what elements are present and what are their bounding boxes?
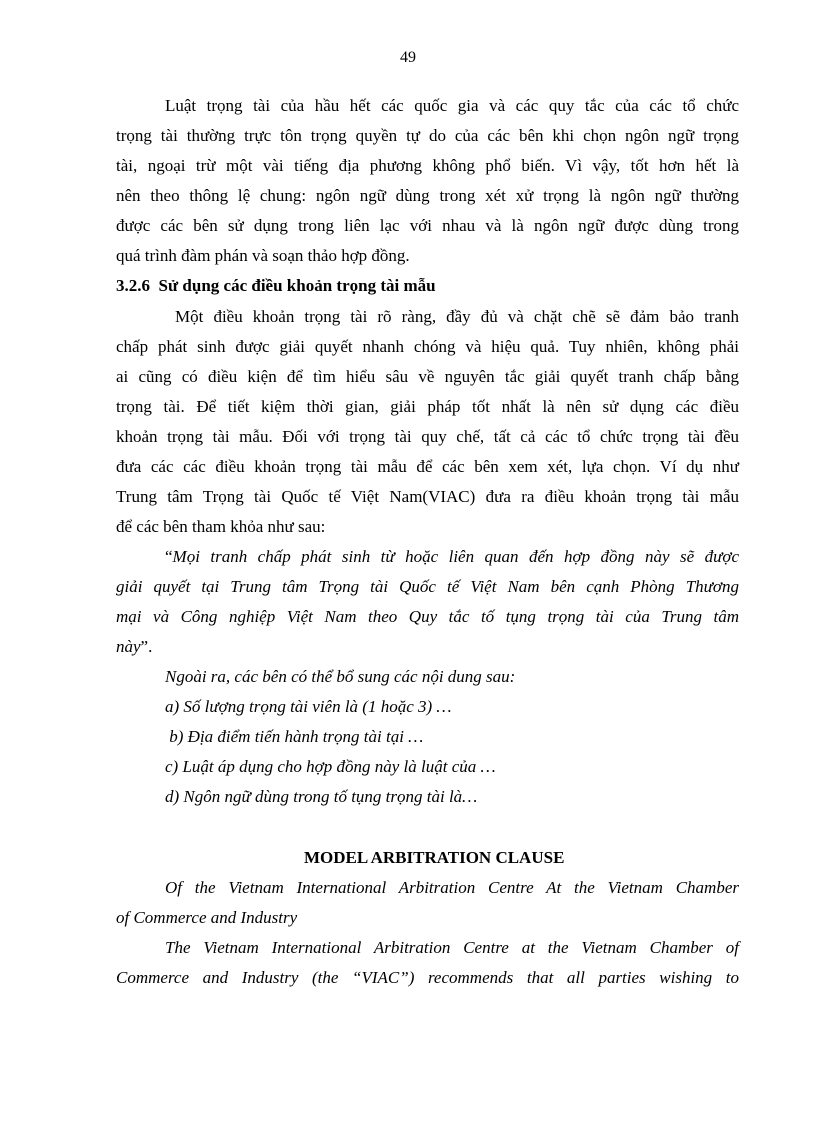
- option-a: a) Số lượng trọng tài viên là (1 hoặc 3) …: [165, 697, 452, 716]
- paragraph1-line-4: nên theo thông lệ chung: ngôn ngữ dùng trong xét xử trọng là ngôn ngữ thường: [116, 186, 739, 205]
- option-b: b) Địa điểm tiến hành trọng tài tại …: [165, 727, 424, 746]
- quote-text-4: này: [116, 637, 141, 656]
- option-d: d) Ngôn ngữ dùng trong tố tụng trọng tài là…: [165, 787, 478, 806]
- quote-text-1: Mọi tranh chấp phát sinh từ hoặc liên quan đến hợp đồng này sẽ được: [172, 547, 739, 566]
- paragraph1-line-1: Luật trọng tài của hầu hết các quốc gia và các quy tắc của các tổ chức: [165, 96, 739, 115]
- english-subtitle-line-2: of Commerce and Industry: [116, 908, 298, 927]
- paragraph2-line-5: khoản trọng tài mẫu. Đối với trọng tài quy chế, tất cả các tổ chức trọng tài đều: [116, 427, 739, 446]
- paragraph2-line-3: ai cũng có điều kiện để tìm hiểu sâu về nguyên tắc giải quyết tranh chấp bằng: [116, 367, 739, 386]
- english-title: MODEL ARBITRATION CLAUSE: [304, 848, 565, 867]
- options-intro: Ngoài ra, các bên có thể bổ sung các nội dung sau:: [165, 667, 516, 686]
- english-body-line-1: The Vietnam International Arbitration Centre at the Vietnam Chamber of: [165, 938, 739, 957]
- paragraph2-line-8: để các bên tham khỏa như sau:: [116, 517, 326, 536]
- quote-line-1: [165, 547, 739, 567]
- paragraph1-line-6: quá trình đàm phán và soạn thảo hợp đồng.: [116, 246, 410, 265]
- paragraph1-line-3: tài, ngoại trừ một vài tiếng địa phương không phổ biến. Vì vậy, tốt hơn hết là: [116, 156, 739, 175]
- quote-line-3: mại và Công nghiệp Việt Nam theo Quy tắc tố tụng trọng tài của Trung tâm: [116, 607, 739, 626]
- quote-line-2: giải quyết tại Trung tâm Trọng tài Quốc tế Việt Nam bên cạnh Phòng Thương: [116, 577, 739, 596]
- section-heading: 3.2.6 Sử dụng các điều khoản trọng tài mẫu: [116, 276, 436, 295]
- page-number: 49: [400, 49, 416, 66]
- paragraph2-line-4: trọng tài. Để tiết kiệm thời gian, giải pháp tốt nhất là nên sử dụng các điều: [116, 397, 739, 416]
- option-c: c) Luật áp dụng cho hợp đồng này là luật của …: [165, 757, 496, 776]
- paragraph2-line-7: Trung tâm Trọng tài Quốc tế Việt Nam(VIAC) đưa ra điều khoản trọng tài mẫu: [116, 487, 739, 506]
- quote-line-4: [116, 637, 152, 657]
- quote-open-mark: “: [165, 547, 173, 566]
- paragraph2-line-1: Một điều khoản trọng tài rõ ràng, đầy đủ và chặt chẽ sẽ đảm bảo tranh: [165, 307, 739, 326]
- quote-close-mark: ”.: [140, 637, 153, 656]
- paragraph1-line-5: được các bên sử dụng trong liên lạc với nhau và là ngôn ngữ được dùng trong: [116, 216, 739, 235]
- english-subtitle-line-1: Of the Vietnam International Arbitration Centre At the Vietnam Chamber: [165, 878, 739, 897]
- paragraph1-line-2: trọng tài thường trực tôn trọng quyền tự do của các bên khi chọn ngôn ngữ trọng: [116, 126, 739, 145]
- paragraph2-line-6: đưa các các điều khoản trọng tài mẫu để các bên xem xét, lựa chọn. Ví dụ như: [116, 457, 739, 476]
- english-body-line-2: Commerce and Industry (the “VIAC”) recommends that all parties wishing to: [116, 968, 739, 987]
- paragraph2-line-2: chấp phát sinh được giải quyết nhanh chóng và hiệu quả. Tuy nhiên, không phải: [116, 337, 739, 356]
